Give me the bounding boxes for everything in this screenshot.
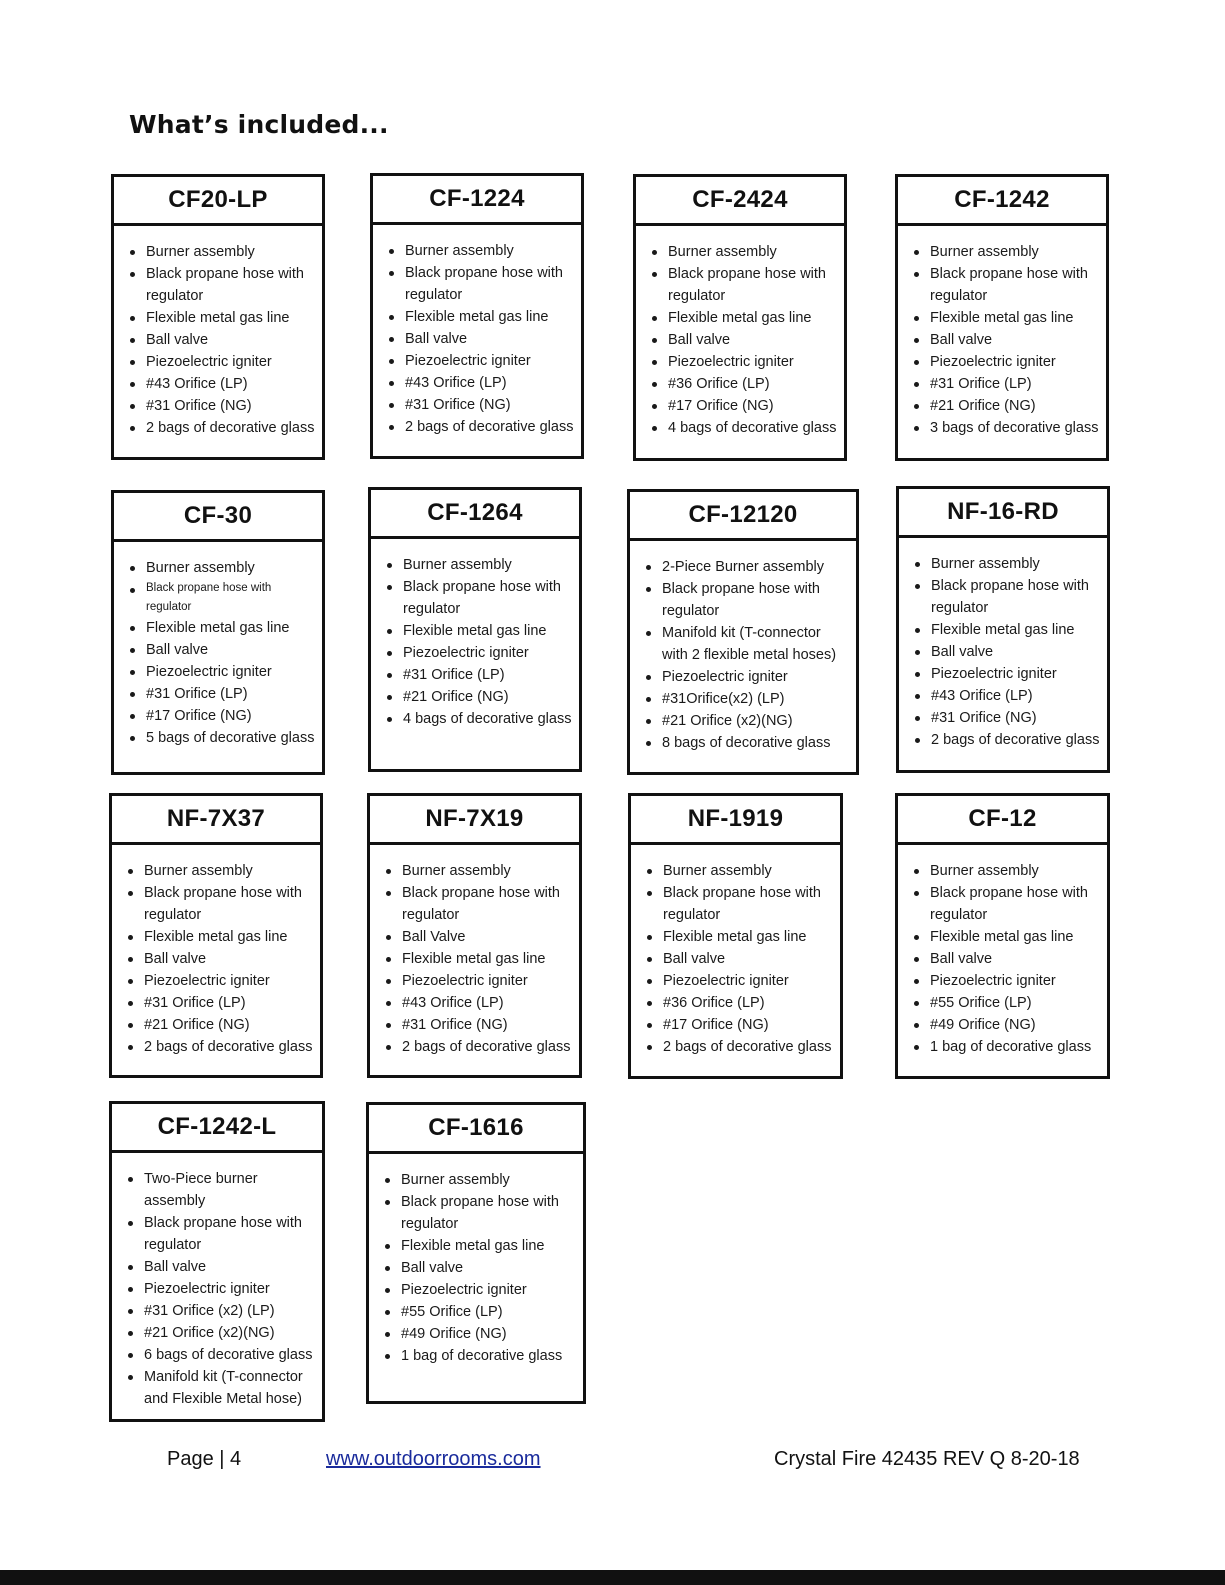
product-box-nf-7x19 — [367, 793, 582, 1078]
list-item: 2 bags of decorative glass — [913, 729, 1101, 751]
list-item: #21 Orifice (x2)(NG) — [644, 710, 850, 732]
list-item: Flexible metal gas line — [912, 926, 1101, 948]
list-item: #21 Orifice (NG) — [126, 1014, 314, 1036]
list-item: 4 bags of decorative glass — [650, 417, 838, 439]
list-item: #43 Orifice (LP) — [913, 685, 1101, 707]
included-items-list — [383, 1169, 577, 1367]
list-item: Burner assembly — [913, 553, 1101, 575]
included-items-list — [385, 554, 573, 730]
list-item: Ball valve — [128, 639, 316, 661]
product-title: CF-1224 — [373, 176, 581, 225]
list-item: #43 Orifice (LP) — [128, 373, 316, 395]
list-item: Manifold kit (T-connector with 2 flexible metal hoses) — [644, 622, 850, 666]
list-item: Piezoelectric igniter — [126, 970, 314, 992]
list-item: Burner assembly — [384, 860, 573, 882]
included-items-list — [126, 860, 314, 1058]
list-item: Black propane hose with regulator — [126, 1212, 316, 1256]
list-item: #31 Orifice (LP) — [126, 992, 314, 1014]
list-item: #31 Orifice (LP) — [912, 373, 1100, 395]
list-item: Piezoelectric igniter — [387, 350, 575, 372]
product-title: CF-12 — [898, 796, 1107, 845]
list-item: Black propane hose with regulator — [384, 882, 573, 926]
list-item: #31 Orifice (NG) — [128, 395, 316, 417]
list-item: 2 bags of decorative glass — [126, 1036, 314, 1058]
list-item: #21 Orifice (x2)(NG) — [126, 1322, 316, 1344]
list-item: Piezoelectric igniter — [385, 642, 573, 664]
list-item: 2 bags of decorative glass — [128, 417, 316, 439]
list-item: Black propane hose with regulator — [650, 263, 838, 307]
list-item: Black propane hose with regulator — [128, 263, 316, 307]
list-item: #31 Orifice (NG) — [913, 707, 1101, 729]
list-item: Piezoelectric igniter — [384, 970, 573, 992]
list-item: Manifold kit (T-connector and Flexible Metal hose) — [126, 1366, 316, 1410]
product-box-cf-1224 — [370, 173, 584, 459]
product-title: NF-1919 — [631, 796, 840, 845]
list-item: Black propane hose with regulator — [644, 578, 850, 622]
list-item: Black propane hose with regulator — [387, 262, 575, 306]
list-item: Black propane hose with regulator — [912, 882, 1101, 926]
list-item: Ball valve — [650, 329, 838, 351]
list-item: Black propane hose with regulator — [383, 1191, 577, 1235]
list-item: Piezoelectric igniter — [383, 1279, 577, 1301]
product-box-nf-16-rd — [896, 486, 1110, 773]
list-item: Burner assembly — [912, 860, 1101, 882]
list-item: Burner assembly — [645, 860, 834, 882]
list-item: Ball valve — [387, 328, 575, 350]
list-item: Piezoelectric igniter — [645, 970, 834, 992]
list-item: Piezoelectric igniter — [650, 351, 838, 373]
product-box-cf-1264 — [368, 487, 582, 772]
list-item: Burner assembly — [126, 860, 314, 882]
list-item: Ball valve — [383, 1257, 577, 1279]
list-item: Flexible metal gas line — [913, 619, 1101, 641]
list-item: #49 Orifice (NG) — [383, 1323, 577, 1345]
list-item: 5 bags of decorative glass — [128, 727, 316, 749]
list-item: #17 Orifice (NG) — [645, 1014, 834, 1036]
product-title: CF-1616 — [369, 1105, 583, 1154]
list-item: #43 Orifice (LP) — [384, 992, 573, 1014]
list-item: Burner assembly — [128, 557, 316, 579]
list-item: 1 bag of decorative glass — [912, 1036, 1101, 1058]
list-item: #43 Orifice (LP) — [387, 372, 575, 394]
list-item: Burner assembly — [383, 1169, 577, 1191]
page-number: Page | 4 — [167, 1448, 242, 1470]
list-item: #36 Orifice (LP) — [645, 992, 834, 1014]
included-items-list — [384, 860, 573, 1058]
list-item: Ball valve — [913, 641, 1101, 663]
list-item: 6 bags of decorative glass — [126, 1344, 316, 1366]
product-box-cf-2424 — [633, 174, 847, 461]
included-items-list — [128, 557, 316, 749]
list-item: #31 Orifice (x2) (LP) — [126, 1300, 316, 1322]
included-items-list — [644, 556, 850, 754]
list-item: Black propane hose with regulator — [645, 882, 834, 926]
list-item: #49 Orifice (NG) — [912, 1014, 1101, 1036]
list-item: Burner assembly — [650, 241, 838, 263]
product-title: NF-16-RD — [899, 489, 1107, 538]
list-item: #21 Orifice (NG) — [385, 686, 573, 708]
list-item: 1 bag of decorative glass — [383, 1345, 577, 1367]
list-item: Flexible metal gas line — [650, 307, 838, 329]
list-item: Ball valve — [128, 329, 316, 351]
list-item: Flexible metal gas line — [384, 948, 573, 970]
list-item: Ball valve — [645, 948, 834, 970]
list-item: #21 Orifice (NG) — [912, 395, 1100, 417]
list-item: Burner assembly — [128, 241, 316, 263]
list-item: #55 Orifice (LP) — [383, 1301, 577, 1323]
list-item: Ball valve — [126, 948, 314, 970]
list-item: 8 bags of decorative glass — [644, 732, 850, 754]
list-item: Flexible metal gas line — [912, 307, 1100, 329]
product-box-cf-12 — [895, 793, 1110, 1079]
product-box-cf-1616 — [366, 1102, 586, 1404]
list-item: Ball valve — [912, 329, 1100, 351]
website-link[interactable]: www.outdoorrooms.com — [326, 1448, 541, 1470]
list-item: #31 Orifice (NG) — [387, 394, 575, 416]
list-item: Piezoelectric igniter — [126, 1278, 316, 1300]
list-item: Flexible metal gas line — [128, 307, 316, 329]
product-title: CF20-LP — [114, 177, 322, 226]
product-box-cf-30 — [111, 490, 325, 775]
list-item: 4 bags of decorative glass — [385, 708, 573, 730]
product-box-nf-1919 — [628, 793, 843, 1079]
included-items-list — [128, 241, 316, 439]
product-title: CF-1242-L — [112, 1104, 322, 1153]
list-item: Ball valve — [126, 1256, 316, 1278]
list-item: Burner assembly — [385, 554, 573, 576]
product-box-nf-7x37 — [109, 793, 323, 1078]
included-items-list — [126, 1168, 316, 1410]
list-item: Ball valve — [912, 948, 1101, 970]
list-item: #31Orifice(x2) (LP) — [644, 688, 850, 710]
list-item: Piezoelectric igniter — [912, 351, 1100, 373]
list-item: Black propane hose with regulator — [126, 882, 314, 926]
list-item: Black propane hose with regulator — [912, 263, 1100, 307]
list-item: 2 bags of decorative glass — [645, 1036, 834, 1058]
product-title: CF-30 — [114, 493, 322, 542]
product-title: NF-7X19 — [370, 796, 579, 845]
list-item: #36 Orifice (LP) — [650, 373, 838, 395]
included-items-list — [645, 860, 834, 1058]
included-items-list — [650, 241, 838, 439]
list-item: Flexible metal gas line — [385, 620, 573, 642]
list-item: #31 Orifice (LP) — [128, 683, 316, 705]
list-item: Burner assembly — [912, 241, 1100, 263]
product-title: CF-1242 — [898, 177, 1106, 226]
list-item: Black propane hose with regulator — [385, 576, 573, 620]
included-items-list — [912, 860, 1101, 1058]
list-item: Ball Valve — [384, 926, 573, 948]
product-box-cf20-lp — [111, 174, 325, 460]
product-title: CF-1264 — [371, 490, 579, 539]
list-item: #17 Orifice (NG) — [128, 705, 316, 727]
included-items-list — [912, 241, 1100, 439]
list-item: Two-Piece burner assembly — [126, 1168, 316, 1212]
list-item: Flexible metal gas line — [383, 1235, 577, 1257]
list-item: #31 Orifice (NG) — [384, 1014, 573, 1036]
list-item: Piezoelectric igniter — [128, 661, 316, 683]
list-item: Piezoelectric igniter — [644, 666, 850, 688]
product-box-cf-1242-l — [109, 1101, 325, 1422]
document-reference: Crystal Fire 42435 REV Q 8-20-18 — [774, 1448, 1080, 1470]
list-item: Piezoelectric igniter — [913, 663, 1101, 685]
list-item: 2 bags of decorative glass — [387, 416, 575, 438]
list-item: Flexible metal gas line — [645, 926, 834, 948]
product-box-cf-12120 — [627, 489, 859, 775]
list-item: Flexible metal gas line — [128, 617, 316, 639]
list-item: Flexible metal gas line — [126, 926, 314, 948]
product-title: NF-7X37 — [112, 796, 320, 845]
product-title: CF-12120 — [630, 492, 856, 541]
list-item: 3 bags of decorative glass — [912, 417, 1100, 439]
list-item: Piezoelectric igniter — [912, 970, 1101, 992]
list-item: Black propane hose with regulator — [913, 575, 1101, 619]
product-box-cf-1242 — [895, 174, 1109, 461]
product-title: CF-2424 — [636, 177, 844, 226]
list-item: #31 Orifice (LP) — [385, 664, 573, 686]
list-item: #17 Orifice (NG) — [650, 395, 838, 417]
list-item: Black propane hose with regulator — [128, 579, 316, 617]
list-item: #55 Orifice (LP) — [912, 992, 1101, 1014]
list-item: Flexible metal gas line — [387, 306, 575, 328]
list-item: 2-Piece Burner assembly — [644, 556, 850, 578]
list-item: 2 bags of decorative glass — [384, 1036, 573, 1058]
list-item: Burner assembly — [387, 240, 575, 262]
page-bottom-edge — [0, 1570, 1225, 1585]
list-item: Piezoelectric igniter — [128, 351, 316, 373]
included-items-list — [913, 553, 1101, 751]
included-items-list — [387, 240, 575, 438]
page-title: What’s included... — [129, 110, 389, 139]
